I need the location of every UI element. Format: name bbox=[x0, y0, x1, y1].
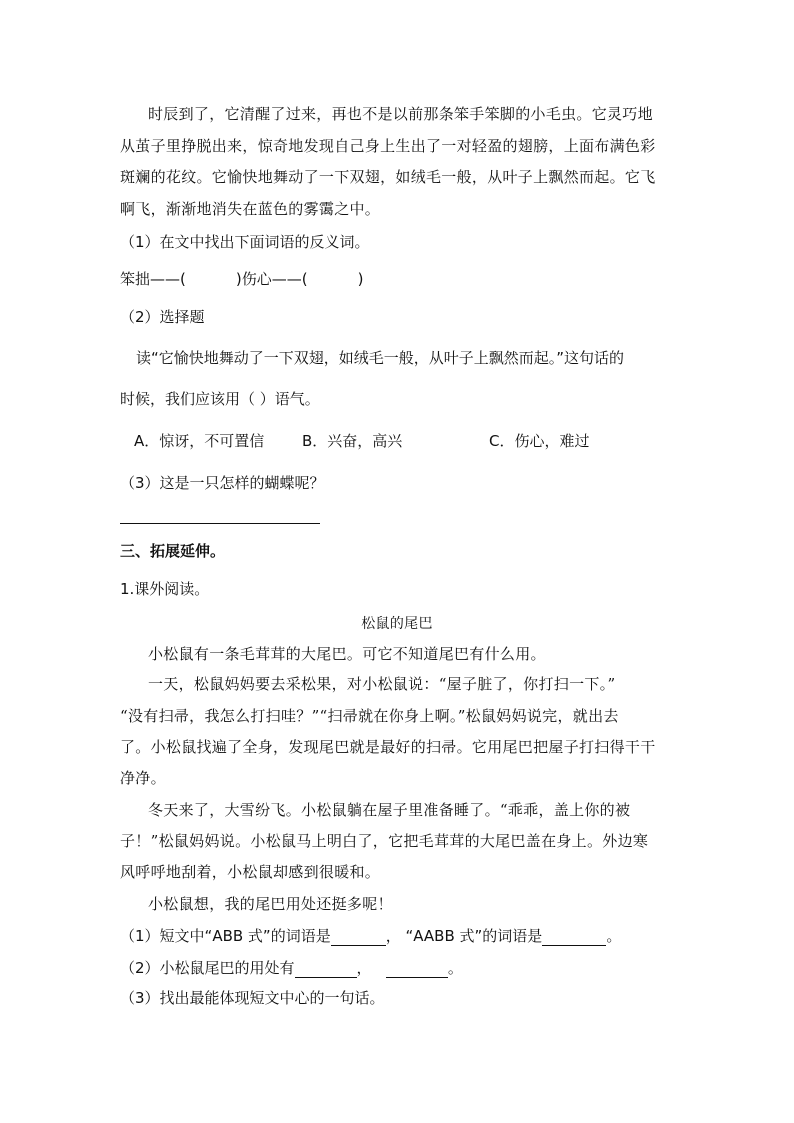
q1-word2: )伤心——( bbox=[235, 270, 308, 288]
story-q2-blank-1[interactable] bbox=[295, 961, 357, 978]
story-line-3: “没有扫帚，我怎么打扫哇？”“扫帚就在你身上啊。”松鼠妈妈说完，就出去 bbox=[120, 707, 619, 725]
story-line-4: 了。小松鼠找遍了全身，发现尾巴就是最好的扫帚。它用尾巴把屋子打扫得干干 bbox=[120, 738, 656, 756]
q3-answer-line[interactable] bbox=[120, 523, 320, 524]
section3-heading: 三、拓展延伸。 bbox=[120, 542, 226, 560]
passage1-line-1: 时辰到了，它清醒了过来，再也不是以前那条笨手笨脚的小毛虫。它灵巧地 bbox=[148, 105, 653, 123]
story-line-9: 小松鼠想，我的尾巴用处还挺多呢！ bbox=[148, 895, 393, 913]
q1-end: ) bbox=[357, 270, 364, 288]
story-title: 松鼠的尾巴 bbox=[361, 616, 433, 632]
story-q2 bbox=[120, 957, 463, 978]
story-q1-part-c: 。 bbox=[606, 927, 622, 945]
passage1-line-3: 斑斓的花纹。它愉快地舞动了一下双翅，如绒毛一般，从叶子上飘然而起。它飞 bbox=[120, 168, 656, 186]
q1-label: （1）在文中找出下面词语的反义词。 bbox=[120, 233, 370, 251]
q2-option-a[interactable]: A．惊讶，不可置信 bbox=[134, 432, 265, 450]
q2-line-2: 时候，我们应该用（ ）语气。 bbox=[120, 390, 320, 408]
story-q2-part-a: （2）小松鼠尾巴的用处有 bbox=[120, 959, 295, 977]
story-q2-part-b: ， bbox=[356, 959, 372, 977]
passage1-line-4: 啊飞，渐渐地消失在蓝色的雾霭之中。 bbox=[120, 200, 381, 218]
story-line-6: 冬天来了，大雪纷飞。小松鼠躺在屋子里准备睡了。“乖乖，盖上你的被 bbox=[148, 801, 631, 819]
story-line-8: 风呼呼地刮着，小松鼠却感到很暖和。 bbox=[120, 863, 381, 881]
passage1-line-2: 从茧子里挣脱出来，惊奇地发现自己身上生出了一对轻盈的翅膀，上面布满色彩 bbox=[120, 137, 656, 155]
section3-sub: 1.课外阅读。 bbox=[120, 580, 210, 598]
story-q3: （3）找出最能体现短文中心的一句话。 bbox=[120, 989, 385, 1007]
story-line-1: 小松鼠有一条毛茸茸的大尾巴。可它不知道尾巴有什么用。 bbox=[148, 645, 546, 663]
q1-word1: 笨拙——( bbox=[120, 270, 186, 288]
story-q2-blank-2[interactable] bbox=[386, 961, 448, 978]
story-q1-blank-1[interactable] bbox=[331, 929, 386, 946]
story-line-2: 一天，松鼠妈妈要去采松果，对小松鼠说：“屋子脏了，你打扫一下。” bbox=[148, 675, 616, 693]
story-q1-part-b: ， “AABB 式”的词语是 bbox=[385, 927, 543, 945]
story-line-7: 子！”松鼠妈妈说。小松鼠马上明白了，它把毛茸茸的大尾巴盖在身上。外边寒 bbox=[120, 832, 649, 850]
q2-line-1: 读“它愉快地舞动了一下双翅，如绒毛一般，从叶子上飘然而起。”这句话的 bbox=[136, 349, 625, 367]
story-q1-blank-2[interactable] bbox=[542, 929, 606, 946]
q1-antonym-row bbox=[120, 268, 363, 289]
q2-label: （2）选择题 bbox=[120, 308, 205, 326]
story-line-5: 净净。 bbox=[120, 769, 166, 787]
story-q1-part-a: （1）短文中“ABB 式”的词语是 bbox=[120, 927, 331, 945]
q2-option-c[interactable]: C．伤心，难过 bbox=[489, 432, 590, 450]
story-q1 bbox=[120, 925, 621, 946]
q3-label: （3）这是一只怎样的蝴蝶呢？ bbox=[120, 474, 325, 492]
story-q2-part-c: 。 bbox=[447, 959, 463, 977]
q2-option-b[interactable]: B．兴奋，高兴 bbox=[302, 432, 403, 450]
